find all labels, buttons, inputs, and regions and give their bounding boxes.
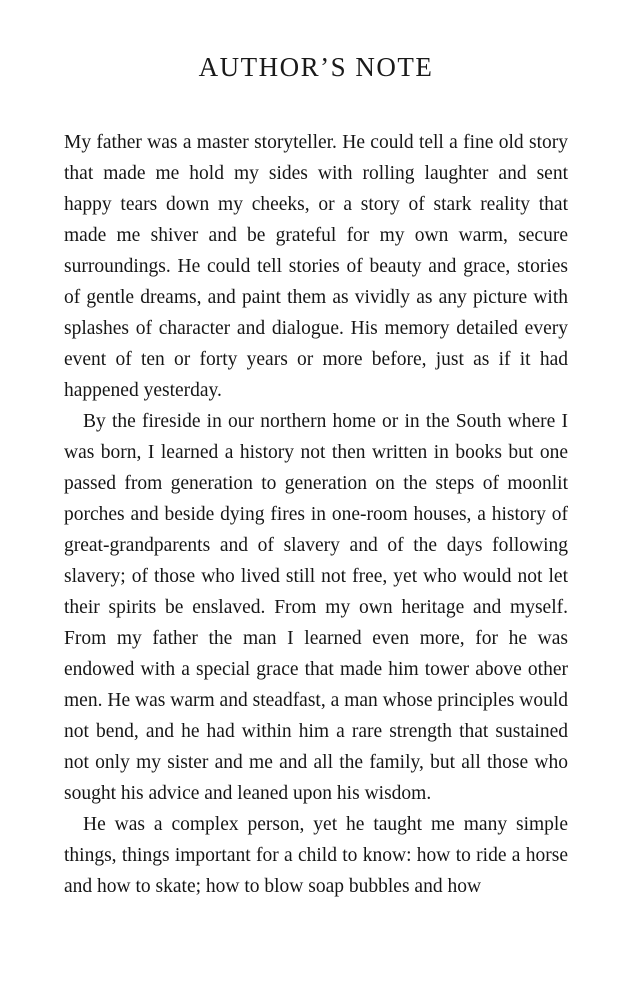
paragraph-3: He was a complex person, yet he taught me many simple things, things important for a child to know: how to ride a horse and how to skate; how to blow soap bubbles and how <box>64 814 568 897</box>
chapter-heading: AUTHOR’S NOTE <box>198 52 434 82</box>
body-text <box>64 127 568 902</box>
paragraph-1: My father was a master storyteller. He could tell a fine old story that made me hold my sides with rolling laughter and sent happy tears down my cheeks, or a story of stark reality that made me shiver and be grateful for my own warm, secure surroundings. He could tell stories of beauty and grace, stories of gentle dreams, and paint them as vividly as any picture with splashes of character and dialogue. His memory detailed every event of ten or forty years or more before, just as if it had happened yesterday. <box>64 132 568 401</box>
paragraph-2: By the fireside in our northern home or in the South where I was born, I learned a history not then written in books but one passed from generation to generation on the steps of moonlit porches and beside dying fires in one-room houses, a history of great-grandparents and of slavery and of the days following slavery; of those who lived still not free, yet who would not let their spirits be enslaved. From my own heritage and myself. From my father the man I learned even more, for he was endowed with a special grace that made him tower above other men. He was warm and steadfast, a man whose principles would not bend, and he had within him a rare strength that sustained not only my sister and me and all the family, but all those who sought his advice and leaned upon his wisdom. <box>64 411 568 804</box>
